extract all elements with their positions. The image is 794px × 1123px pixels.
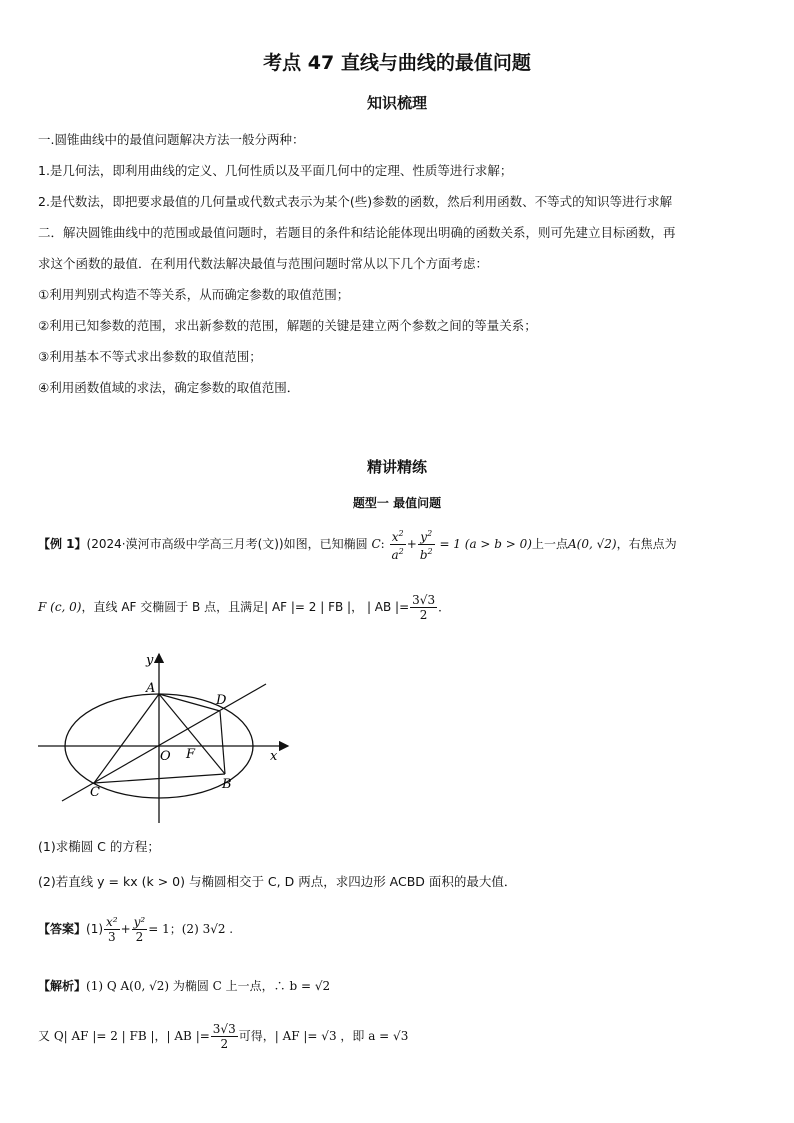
answer-fraction-x: $\frac{\text{x²}}{3}$ xyxy=(106,915,118,944)
ellipse-equation-tail: = 1 (a > b > 0) xyxy=(439,537,532,551)
analysis-text-1: (1) Q A(0, √2) 为椭圆 C 上一点，∴ b = √2 xyxy=(86,979,331,993)
example-source: (2024·漠河市高级中学高三月考(文))如图，已知椭圆 xyxy=(86,537,368,551)
section-heading-practice: 精讲精练 xyxy=(366,458,427,476)
question-2: (2)若直线 y = kx (k > 0) 与椭圆相交于 C, D 两点，求四边形 ACBD 面积的最大值． xyxy=(38,874,517,889)
analysis-line-2 xyxy=(38,1022,408,1051)
answer-tail: = 1；(2) 3√2 . xyxy=(148,922,234,936)
example-line-1: 【例 1】(2024·漠河市高级中学高三月考(文))如图，已知椭圆 C: $\frac{x^2}{a^2}$ + $\frac{y^2}{b^2}$ = 1 (a > b > 0)上一点A(0, √2)，右焦点为 xyxy=(38,529,677,562)
point-a: A(0, √2) xyxy=(567,537,617,551)
question-type-heading: 题型一 最值问题 xyxy=(352,496,442,510)
knowledge-line: ②利用已知参数的范围，求出新参数的范围，解题的关键是建立两个参数之间的等量关系； xyxy=(38,318,537,333)
label-y: y xyxy=(146,653,154,668)
label-o: O xyxy=(160,749,171,764)
knowledge-line: ③利用基本不等式求出参数的取值范围； xyxy=(38,349,262,364)
example-line-2: F (c, 0)，直线 AF 交椭圆于 B 点，且满足| AF |= 2 | FB |， | AB |= $\frac{3√3}{2}$ ． xyxy=(38,593,451,622)
knowledge-line: 二．解决圆锥曲线中的范围或最值问题时，若题目的条件和结论能体现出明确的函数关系，则可先建立目标函数，再 xyxy=(38,225,676,240)
knowledge-line: ①利用判别式构造不等关系，从而确定参数的取值范围； xyxy=(38,287,350,302)
analysis-tag: 【解析】 xyxy=(38,979,87,993)
focus-text: ，右焦点为 xyxy=(616,537,677,551)
label-c: C xyxy=(90,785,100,800)
ab-length-fraction: $\frac{3√3}{2}$ xyxy=(412,593,436,622)
analysis-text-2-prefix: 又 Q| AF |= 2 | FB |，| AB |= xyxy=(38,1029,210,1043)
fraction-y2-b2: $\frac{y^2}{b^2}$ xyxy=(419,529,433,562)
example-condition: ，直线 AF 交椭圆于 B 点，且满足| AF |= 2 | FB |， xyxy=(81,600,364,614)
label-f: F xyxy=(186,747,196,762)
section-heading-knowledge: 知识梳理 xyxy=(366,94,427,112)
answer-tag: 【答案】 xyxy=(38,922,87,936)
knowledge-line: 求这个函数的最值．在利用代数法解决最值与范围问题时常从以下几个方面考虑： xyxy=(38,256,489,271)
line-ac xyxy=(94,694,159,783)
knowledge-line: 2.是代数法，即把要求最值的几何量或代数式表示为某个(些)参数的函数，然后利用函数、不等式的知识等进行求解 xyxy=(38,194,673,209)
analysis-line-1 xyxy=(38,977,330,994)
ab-length-prefix: | AB |= xyxy=(366,600,410,614)
point-text: 上一点 xyxy=(531,537,568,551)
line-db xyxy=(220,711,225,774)
example-tag: 【例 1】 xyxy=(38,537,87,551)
label-a: A xyxy=(146,681,156,696)
answer-line: 【答案】(1) $\frac{\text{x²}}{3}$ + $\frac{\text{y²}}{2}$ = 1；(2) 3√2 . xyxy=(38,915,234,944)
answer-fraction-y: $\frac{\text{y²}}{2}$ xyxy=(133,915,146,944)
label-d: D xyxy=(216,693,227,708)
ellipse-name: C xyxy=(371,537,381,551)
knowledge-line: 一.圆锥曲线中的最值问题解决方法一般分两种： xyxy=(38,132,305,147)
label-b: B xyxy=(222,777,232,792)
page-title: 考点 47 直线与曲线的最值问题 xyxy=(263,52,531,74)
label-x: x xyxy=(270,749,278,764)
analysis-text-2-tail: 可得，| AF |= √3 ，即 a = √3 xyxy=(238,1029,409,1043)
focus-point: F (c, 0) xyxy=(38,600,82,614)
answer-part1-prefix: (1) xyxy=(86,922,104,936)
analysis-fraction: $\frac{3√3}{2}$ xyxy=(212,1022,236,1051)
ellipse-figure xyxy=(34,648,296,830)
fraction-x2-a2: $\frac{x^2}{a^2}$ xyxy=(391,529,404,562)
knowledge-line: 1.是几何法，即利用曲线的定义、几何性质以及平面几何中的定理、性质等进行求解； xyxy=(38,163,513,178)
knowledge-line: ④利用函数值域的求法，确定参数的取值范围． xyxy=(38,380,300,395)
question-1: (1)求椭圆 C 的方程； xyxy=(38,839,160,854)
line-cd xyxy=(62,684,266,801)
